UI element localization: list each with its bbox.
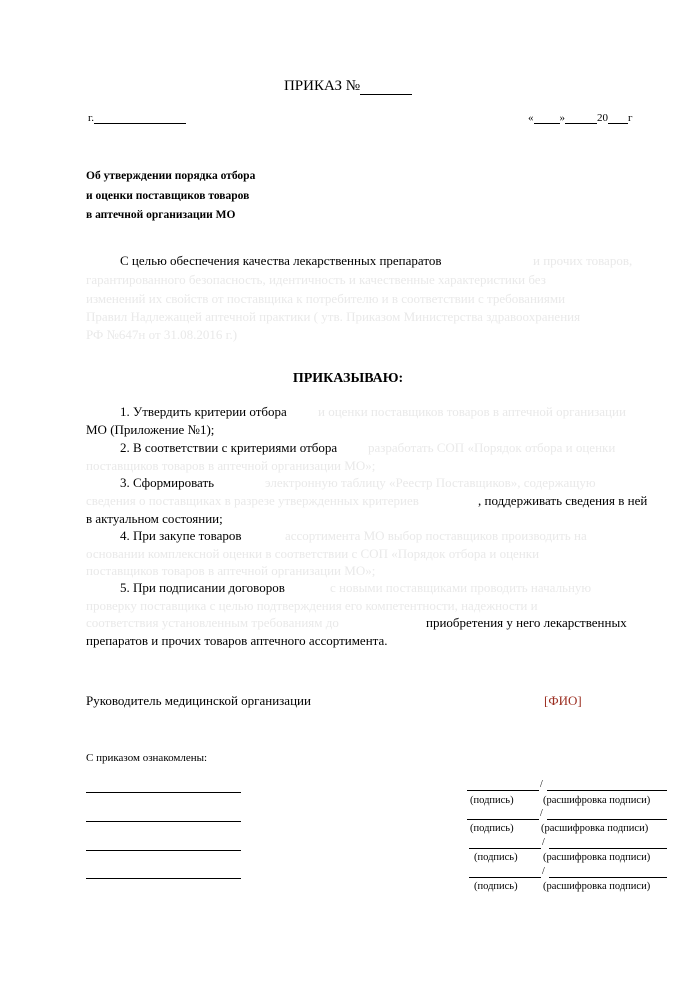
item-5-lead: 5. При подписании договоров (120, 580, 285, 595)
sign-caption-1: (подпись) (470, 795, 514, 806)
title-number-blank (360, 80, 412, 95)
subject-line-3: в аптечной организации МО (86, 209, 236, 221)
fio-label: ФИО (548, 693, 578, 708)
sign-rule-2a (467, 819, 539, 820)
item-3-faded-2: сведения о поставщиках в разрезе утвержденных критериев (86, 493, 419, 508)
sign-rule-4b (549, 877, 667, 878)
sign-caption-4: (подпись) (474, 881, 518, 892)
item-2-lead: 2. В соответствии с критериями отбора (120, 440, 338, 455)
title-label: ПРИКАЗ № (283, 78, 361, 94)
item-5-faded-2: проверку поставщика с целью подтверждения его компетентности, надежности и (86, 598, 538, 613)
item-3-tail: , поддерживать сведения в ней (478, 493, 648, 508)
item-1-faded: и оценки поставщиков товаров в аптечной организации (318, 404, 626, 419)
item-4-faded-3: поставщиков товаров в аптечной организации МО»; (86, 563, 376, 578)
date-year-blank (608, 112, 628, 124)
item-5-cont: препаратов и прочих товаров аптечного ассортимента. (86, 633, 388, 648)
date-day-blank (534, 112, 560, 124)
order-heading: ПРИКАЗЫВАЮ: (292, 371, 404, 386)
sign-rule-2b (547, 819, 667, 820)
head-position: Руководитель медицинской организации (86, 693, 311, 708)
intro-faded-4: Правил Надлежащей аптечной практики ( утв. Приказом Министерства здравоохранения (86, 309, 581, 324)
item-1-lead: 1. Утвердить критерии отбора (120, 404, 287, 419)
decode-caption-4: (расшифровка подписи) (543, 881, 651, 892)
intro-faded-1: и прочих товаров, (533, 253, 633, 268)
item-4-lead: 4. При закупе товаров (120, 528, 242, 543)
intro-faded-2: гарантированного безопасность, идентичность и качественные характеристики без (86, 272, 546, 287)
sign-rule-3a (469, 848, 541, 849)
ack-sign-line-2 (86, 821, 241, 822)
sign-slash-4: / (542, 866, 545, 877)
date-suffix: г (628, 112, 633, 124)
item-5-faded-1: с новыми поставщиками проводить начальную (330, 580, 592, 595)
sign-slash-1: / (540, 779, 543, 790)
intro-lead: С целью обеспечения качества лекарственных препаратов (120, 253, 442, 268)
date-line (528, 112, 633, 124)
item-5-faded-3: соответствия установленным требованиям до (86, 615, 339, 630)
acknowledge-label: С приказом ознакомлены: (86, 752, 208, 764)
item-3-lead: 3. Сформировать (120, 475, 215, 490)
item-3-faded-1: электронную таблицу «Реестр Поставщиков», содержащую (265, 475, 596, 490)
subject-line-1: Об утверждении порядка отбора (86, 170, 256, 182)
fio-close-bracket: ] (577, 693, 582, 708)
item-1-cont: МО (Приложение №1); (86, 422, 215, 437)
sign-caption-2: (подпись) (470, 823, 514, 834)
ack-sign-line-3 (86, 850, 241, 851)
item-4-faded-2: основании комплексной оценки в соответствии с СОП «Порядок отбора и оценки (86, 546, 540, 561)
decode-caption-2: (расшифровка подписи) (541, 823, 649, 834)
item-2-faded-2: поставщиков товаров в аптечной организации МО»; (86, 458, 376, 473)
ack-sign-line-4 (86, 878, 241, 879)
fio-placeholder (544, 693, 582, 709)
city-prefix: г. (88, 112, 95, 124)
subject-line-2: и оценки поставщиков товаров (86, 190, 250, 202)
decode-caption-1: (расшифровка подписи) (543, 795, 651, 806)
fio-open-bracket: [ (544, 693, 549, 708)
item-3-cont: в актуальном состоянии; (86, 511, 223, 526)
sign-slash-3: / (542, 837, 545, 848)
ack-sign-line-1 (86, 792, 241, 793)
intro-faded-5: РФ №647н от 31.08.2016 г.) (86, 327, 238, 342)
date-open-quote: « (528, 112, 534, 124)
sign-rule-1a (467, 790, 539, 791)
sign-rule-1b (547, 790, 667, 791)
sign-rule-3b (549, 848, 667, 849)
city-blank (94, 112, 186, 124)
item-5-tail: приобретения у него лекарственных (426, 615, 627, 630)
date-year-prefix: 20 (597, 112, 608, 124)
sign-caption-3: (подпись) (474, 852, 518, 863)
item-4-faded-1: ассортимента МО выбор поставщиков производить на (285, 528, 587, 543)
item-2-faded-1: разработать СОП «Порядок отбора и оценки (368, 440, 616, 455)
date-month-blank (565, 112, 597, 124)
document-title (0, 78, 696, 95)
sign-slash-2: / (540, 808, 543, 819)
date-close-quote: » (559, 112, 565, 124)
intro-faded-3: изменений их свойств от поставщика к потребителю и в соответствии с требованиями (86, 291, 566, 306)
sign-rule-4a (469, 877, 541, 878)
city-line (88, 112, 186, 124)
decode-caption-3: (расшифровка подписи) (543, 852, 651, 863)
